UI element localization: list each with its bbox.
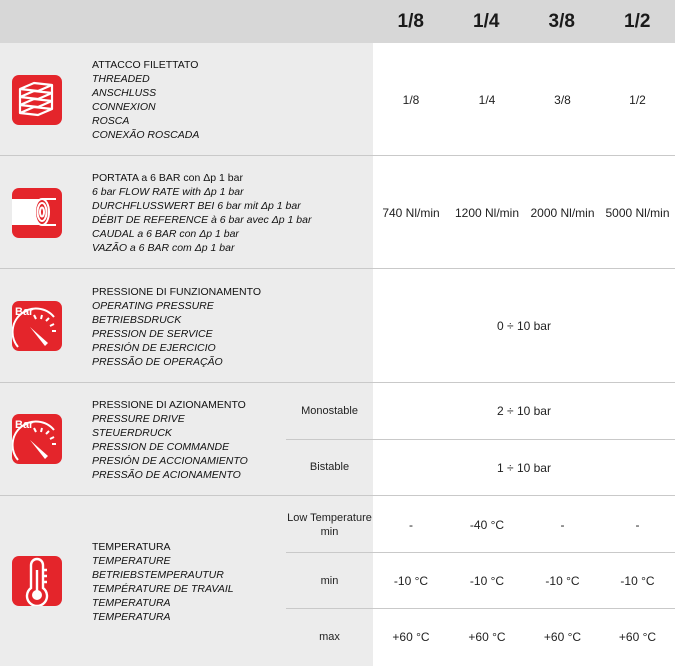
max-temp-value: +60 °C xyxy=(543,630,582,644)
low-temperature-label-line1: Low Temperature xyxy=(287,512,372,524)
min-temp-value: -10 °C xyxy=(545,574,580,588)
size-header: 1/2 xyxy=(624,11,651,32)
bistable-value: 1 ÷ 10 bar xyxy=(497,461,551,475)
flow-rate-labels xyxy=(92,171,311,255)
label-en: PRESSURE DRIVE xyxy=(92,413,185,425)
low-temperature-label-line2: min xyxy=(320,526,339,538)
label-fr: DÉBIT DE REFERENCE à 6 bar avec Δp 1 bar xyxy=(92,214,312,226)
label-pt: CONEXÃO ROSCADA xyxy=(92,129,200,141)
size-header: 3/8 xyxy=(548,11,575,32)
low-temperature-label xyxy=(286,511,373,539)
label-en: OPERATING PRESSURE xyxy=(92,300,214,312)
max-temp-value: +60 °C xyxy=(618,630,657,644)
label-it: PRESSIONE DI AZIONAMENTO xyxy=(92,399,246,411)
min-temp-value: -10 °C xyxy=(620,574,655,588)
max-temperature-label: max xyxy=(319,631,340,643)
label-en: THREADED xyxy=(92,73,150,85)
label-es: PRESIÓN DE EJERCICIO xyxy=(92,342,216,354)
label-de: STEUERDRUCK xyxy=(92,427,172,439)
row-divider xyxy=(0,268,675,269)
label-pt: TEMPERATURA xyxy=(92,611,171,623)
label-de: DURCHFLUSSWERT BEI 6 bar mit Δp 1 bar xyxy=(92,200,301,212)
thread-value: 1/8 xyxy=(402,93,420,107)
monostable-value: 2 ÷ 10 bar xyxy=(497,404,551,418)
operating-pressure-value: 0 ÷ 10 bar xyxy=(497,319,551,333)
flow-value: 5000 Nl/min xyxy=(605,206,670,220)
pressure-gauge-icon xyxy=(12,414,62,464)
bistable-label: Bistable xyxy=(309,461,350,473)
flow-value: 2000 Nl/min xyxy=(530,206,595,220)
flow-value: 1200 Nl/min xyxy=(454,206,520,220)
label-fr: TEMPÉRATURE DE TRAVAIL xyxy=(92,583,234,595)
thermometer-icon xyxy=(12,556,62,606)
threaded-connection-icon xyxy=(12,75,62,125)
low-temp-value: -40 °C xyxy=(469,518,505,532)
min-temp-value: -10 °C xyxy=(469,574,505,588)
label-pt: PRESSÃO DE OPERAÇÃO xyxy=(92,356,223,368)
row-divider xyxy=(0,382,675,383)
pressure-gauge-icon xyxy=(12,301,62,351)
label-fr: PRESSION DE COMMANDE xyxy=(92,441,230,453)
size-header: 1/4 xyxy=(473,11,500,32)
row-divider xyxy=(0,155,675,156)
label-fr: PRESSION DE SERVICE xyxy=(92,328,213,340)
thread-value: 1/2 xyxy=(629,93,646,107)
low-temp-value: - xyxy=(635,518,640,532)
table-header xyxy=(0,0,675,43)
flow-value: 740 Nl/min xyxy=(382,206,440,220)
size-columns xyxy=(373,0,675,43)
label-es: ROSCA xyxy=(92,115,130,127)
label-fr: CONNEXION xyxy=(92,101,156,113)
label-de: BETRIEBSDRUCK xyxy=(92,314,182,326)
size-header: 1/8 xyxy=(397,11,424,32)
thread-value: 1/4 xyxy=(478,93,496,107)
low-temp-value: - xyxy=(560,518,565,532)
svg-text:Bar: Bar xyxy=(15,419,34,431)
threaded-labels xyxy=(92,58,199,142)
thread-value: 3/8 xyxy=(554,93,571,107)
svg-text:Bar: Bar xyxy=(15,306,34,318)
label-es: PRESIÓN DE ACCIONAMIENTO xyxy=(92,455,248,467)
sub-row-divider xyxy=(286,552,675,553)
label-es: TEMPERATURA xyxy=(92,597,171,609)
label-it: ATTACCO FILETTATO xyxy=(92,59,199,71)
min-temperature-label: min xyxy=(320,575,339,587)
pressure-drive-labels xyxy=(92,398,248,482)
label-it: TEMPERATURA xyxy=(92,541,171,553)
label-de: BETRIEBSTEMPERAUTUR xyxy=(92,569,224,581)
label-es: CAUDAL a 6 BAR con Δp 1 bar xyxy=(92,228,239,240)
sub-row-divider xyxy=(286,608,675,609)
temperature-labels xyxy=(92,540,234,624)
min-temp-value: -10 °C xyxy=(393,574,429,588)
label-it: PORTATA a 6 BAR con Δp 1 bar xyxy=(92,172,243,184)
label-it: PRESSIONE DI FUNZIONAMENTO xyxy=(92,286,261,298)
label-de: ANSCHLUSS xyxy=(92,87,157,99)
label-pt: VAZÃO a 6 BAR com Δp 1 bar xyxy=(92,242,235,254)
max-temp-value: +60 °C xyxy=(468,630,506,644)
max-temp-value: +60 °C xyxy=(392,630,430,644)
operating-pressure-labels xyxy=(92,285,261,369)
low-temp-value: - xyxy=(409,518,413,532)
monostable-label: Monostable xyxy=(301,405,358,417)
flow-rate-pipe-icon xyxy=(12,188,62,238)
label-en: 6 bar FLOW RATE with Δp 1 bar xyxy=(92,186,244,198)
sub-row-divider xyxy=(286,439,675,440)
row-divider xyxy=(0,495,675,496)
label-en: TEMPERATURE xyxy=(92,555,171,567)
label-pt: PRESSÃO DE ACIONAMENTO xyxy=(92,469,241,481)
